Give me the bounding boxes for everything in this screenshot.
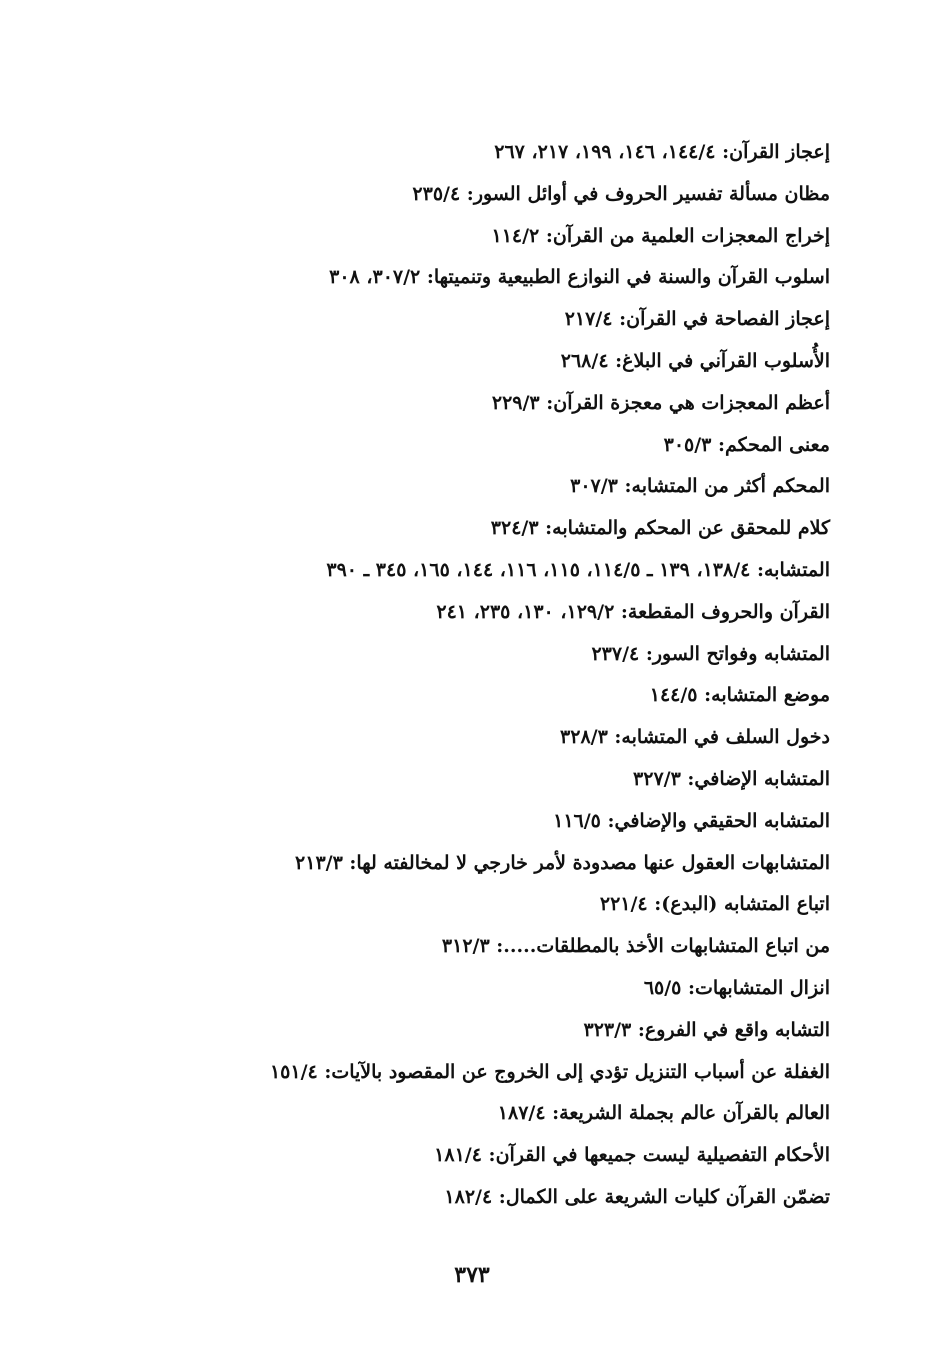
index-entry: الأحكام التفصيلية ليست جميعها في القرآن: ١٨١/٤	[434, 1144, 830, 1167]
index-entry: المتشابه وفواتح السور: ٢٣٧/٤	[591, 642, 830, 665]
index-entry: القرآن والحروف المقطعة: ١٢٩/٢، ١٣٠، ٢٣٥، ٢٤١	[436, 600, 830, 623]
index-entry: المحكم أكثر من المتشابه: ٣٠٧/٣	[570, 475, 830, 498]
index-entry: الأُسلوب القرآني في البلاغ: ٢٦٨/٤	[560, 349, 830, 372]
index-entry: التشابه واقع في الفروع: ٣٢٣/٣	[583, 1018, 830, 1041]
index-entry: دخول السلف في المتشابه: ٣٢٨/٣	[560, 726, 830, 749]
index-entry: المتشابهات العقول عنها مصدودة لأمر خارجي لا لمخالفته لها: ٢١٣/٣	[295, 851, 830, 874]
index-entry: المتشابه: ١٣٨/٤، ١٣٩ ـ ١١٤/٥، ١١٥، ١١٦، ١٤٤، ١٦٥، ٣٤٥ ـ ٣٩٠	[326, 558, 830, 581]
index-entry: مظان مسألة تفسير الحروف في أوائل السور: ٢٣٥/٤	[412, 182, 830, 205]
index-entry: من اتباع المتشابهات الأخذ بالمطلقات.....: ٣١٢/٣	[441, 935, 830, 958]
page-number: ٣٧٣	[454, 1262, 490, 1288]
index-entry: المتشابه الحقيقي والإضافي: ١١٦/٥	[553, 809, 830, 832]
index-entry: المتشابه الإضافي: ٣٢٧/٣	[633, 767, 830, 790]
index-entry: أعظم المعجزات هي معجزة القرآن: ٢٢٩/٣	[491, 391, 830, 414]
index-entry: اتباع المتشابه (البدع): ٢٢١/٤	[599, 893, 830, 916]
index-entry: موضع المتشابه: ١٤٤/٥	[649, 684, 830, 707]
index-entry: انزال المتشابهات: ٦٥/٥	[643, 976, 830, 999]
index-entry: إعجاز الفصاحة في القرآن: ٢١٧/٤	[564, 308, 830, 331]
index-entry: كلام للمحقق عن المحكم والمتشابه: ٣٢٤/٣	[490, 517, 830, 540]
index-entry: اسلوب القرآن والسنة في النوازع الطبيعية وتنميتها: ٣٠٧/٢، ٣٠٨	[329, 266, 830, 289]
index-entry: الغفلة عن أسباب التنزيل تؤدي إلى الخروج عن المقصود بالآيات: ١٥١/٤	[269, 1060, 830, 1083]
index-entry: إخراج المعجزات العلمية من القرآن: ١١٤/٢	[491, 224, 830, 247]
index-entry: إعجاز القرآن: ١٤٤/٤، ١٤٦، ١٩٩، ٢١٧، ٢٦٧	[494, 141, 830, 163]
index-entry: العالم بالقرآن عالم بجملة الشريعة: ١٨٧/٤	[497, 1102, 830, 1125]
index-entry: معنى المحكم: ٣٠٥/٣	[663, 433, 830, 456]
index-entry: تضمّن القرآن كليات الشريعة على الكمال: ١٨٢/٤	[444, 1185, 830, 1208]
index-entry-list	[110, 132, 830, 1219]
